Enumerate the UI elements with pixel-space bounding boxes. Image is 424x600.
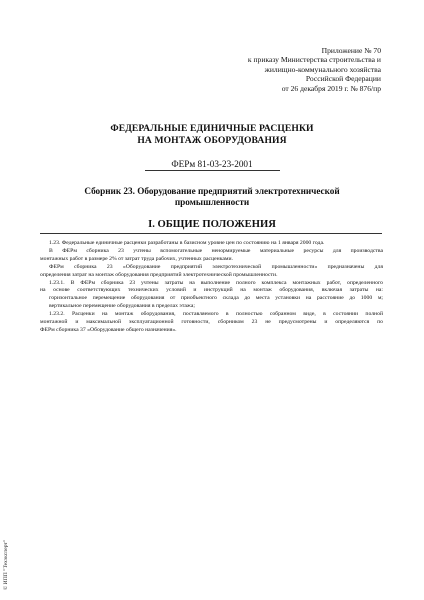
collection-title-line: промышленности bbox=[174, 197, 250, 207]
copyright-watermark: © ИПП "Техэксперт" bbox=[3, 539, 9, 590]
paragraph-line: горизонтальное перемещение оборудования от приобъектного склада до места установки на расстояние до 1000 м; bbox=[49, 295, 383, 302]
code-underline bbox=[145, 170, 280, 171]
paragraph bbox=[40, 248, 383, 256]
paragraph-line: монтажных работ в размере 2% от затрат труда рабочих, учтенных расценками. bbox=[40, 255, 233, 262]
document-body bbox=[40, 240, 383, 335]
paragraph-line: определения затрат на монтаж оборудования предприятий электротехнической промышленности. bbox=[40, 271, 278, 278]
collection-title bbox=[70, 186, 354, 208]
paragraph bbox=[40, 240, 383, 248]
appendix-line: от 26 декабря 2019 г. № 876/пр bbox=[281, 83, 381, 93]
document-title-line: ФЕДЕРАЛЬНЫЕ ЕДИНИЧНЫЕ РАСЦЕНКИ bbox=[110, 123, 314, 134]
paragraph bbox=[40, 311, 383, 319]
document-title bbox=[0, 123, 424, 146]
paragraph-line: на основе соответствующих технических условий и инструкций на монтаж оборудования, включая затраты на: bbox=[40, 287, 383, 294]
paragraph-line: вертикальное перемещение оборудования в пределах этажа; bbox=[49, 303, 195, 310]
document-title-line: НА МОНТАЖ ОБОРУДОВАНИЯ bbox=[137, 134, 287, 146]
paragraph-line: монтажной и максимальной эксплуатационной готовности, сборником 23 не предусмотрены и определяются по bbox=[40, 319, 383, 326]
appendix-line: жилищно-коммунального хозяйства bbox=[264, 64, 381, 74]
appendix-line: Российской Федерации bbox=[305, 74, 381, 84]
paragraph-line: 1.23. Федеральные единичные расценки разработаны в базисном уровне цен по состоянию на 1 января 2000 года. bbox=[49, 240, 325, 246]
paragraph-line: ФЕРм сборника 23 «Оборудование предприятий электротехнической промышленности» предназначены для bbox=[49, 263, 383, 270]
paragraph-line: ФЕРм сборника 37 «Оборудование общего назначения». bbox=[40, 326, 177, 333]
paragraph-line: 1.23.1. В ФЕРм сборника 23 учтены затраты на выполнение полного комплекса монтажных работ, определенного bbox=[49, 279, 383, 286]
paragraph-line: В ФЕРм сборника 23 учтены вспомогательные ненормируемые материальные ресурсы для производства bbox=[49, 247, 383, 254]
appendix-line: к приказу Министерства строительства и bbox=[247, 55, 381, 65]
section-underline bbox=[40, 233, 382, 234]
collection-title-line: Сборник 23. Оборудование предприятий электротехнической bbox=[84, 186, 340, 196]
document-code: ФЕРм 81-03-23-2001 bbox=[171, 159, 253, 169]
section-heading: I. ОБЩИЕ ПОЛОЖЕНИЯ bbox=[148, 219, 276, 230]
paragraph bbox=[40, 264, 383, 272]
paragraph-line: 1.23.2. Расценки на монтаж оборудования, поставляемого в полностью собранном виде, в состоянии полной bbox=[49, 311, 383, 318]
appendix-line: Приложение № 70 bbox=[321, 46, 381, 55]
appendix-header bbox=[181, 46, 381, 93]
